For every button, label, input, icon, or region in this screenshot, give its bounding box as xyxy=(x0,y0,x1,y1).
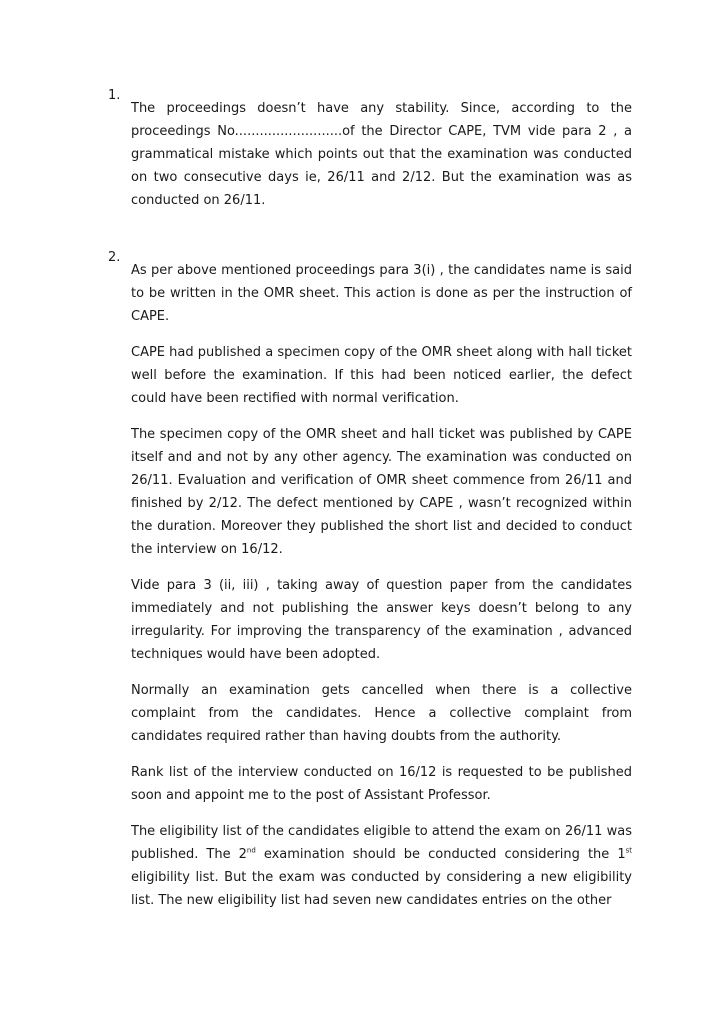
superscript: st xyxy=(625,846,632,855)
list-item-number: 2. xyxy=(108,250,121,265)
paragraph: CAPE had published a specimen copy of the OMR sheet along with hall ticket well before the examination. If this had been noticed earlier, the defect could have been rectified with normal verification. xyxy=(131,345,632,406)
paragraph: The proceedings doesn’t have any stability. Since, according to the proceedings No..........................of the Director CAPE, TVM vide para 2 , a grammatical mistake which points out that the examination was conducted on two consecutive days ie, 26/11 and 2/12. But the examination was as conducted on 26/11. xyxy=(131,101,632,208)
text-run: examination should be conducted considering the 1 xyxy=(255,847,626,862)
paragraph: The specimen copy of the OMR sheet and hall ticket was published by CAPE itself and and not by any other agency. The examination was conducted on 26/11. Evaluation and verification of OMR sheet commence from 26/11 and finished by 2/12. The defect mentioned by CAPE , wasn’t recognized within the duration. Moreover they published the short list and decided to conduct the interview on 16/12. xyxy=(131,427,632,557)
list-item-1 xyxy=(108,84,632,225)
list-item-number: 1. xyxy=(108,88,121,103)
paragraph: Normally an examination gets cancelled when there is a collective complaint from the candidates. Hence a collective complaint from candidates required rather than having doubts from the authority. xyxy=(131,683,632,744)
paragraph: Rank list of the interview conducted on 16/12 is requested to be published soon and appoint me to the post of Assistant Professor. xyxy=(131,765,632,803)
paragraph: Vide para 3 (ii, iii) , taking away of question paper from the candidates immediately and not publishing the answer keys doesn’t belong to any irregularity. For improving the transparency of the examination , advanced techniques would have been adopted. xyxy=(131,578,632,662)
superscript: nd xyxy=(246,846,256,855)
paragraph: As per above mentioned proceedings para 3(i) , the candidates name is said to be written in the OMR sheet. This action is done as per the instruction of CAPE. xyxy=(131,263,632,324)
text-run: eligibility list. But the exam was conducted by considering a new eligibility list. The new eligibility list had seven new candidates entries on the other xyxy=(131,870,632,908)
paragraph-eligibility xyxy=(131,820,632,912)
text-run: The eligibility list of the candidates eligible to attend the exam on 26/11 was published. The 2 xyxy=(131,824,632,862)
list-item-2 xyxy=(108,246,632,925)
